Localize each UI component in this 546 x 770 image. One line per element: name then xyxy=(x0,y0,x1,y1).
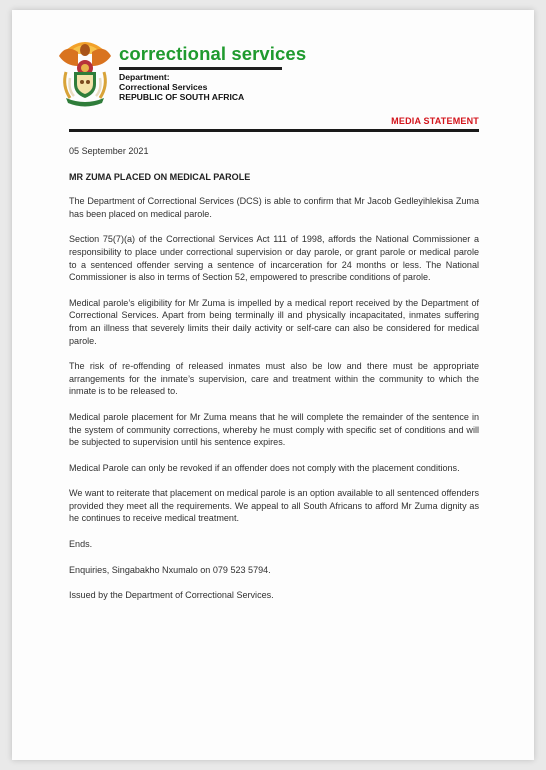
department-name-block xyxy=(119,72,244,102)
statement-date: 05 September 2021 xyxy=(69,146,149,156)
ends-line: Ends. xyxy=(69,539,93,550)
department-name: Correctional Services xyxy=(119,82,208,92)
issued-by-line: Issued by the Department of Correctional Services. xyxy=(69,590,274,601)
enquiries-line: Enquiries, Singabakho Nxumalo on 079 523 5794. xyxy=(69,564,271,575)
country-name: REPUBLIC OF SOUTH AFRICA xyxy=(119,92,245,102)
paragraph: The Department of Correctional Services (DCS) is able to confirm that Mr Jacob Gedleyihlekisa Zuma has been placed on medical parole. xyxy=(69,196,479,219)
brand-divider xyxy=(119,67,282,70)
document-page xyxy=(12,10,534,760)
media-statement-label: MEDIA STATEMENT xyxy=(391,116,479,126)
header-divider xyxy=(69,129,479,132)
south-africa-coat-of-arms-icon xyxy=(56,32,114,108)
paragraph: The risk of re-offending of released inmates must also be low and there must be appropriate arrangements for the inmate’s supervision, care and treatment within the community to which the inmate is to be released to. xyxy=(69,361,479,397)
paragraph: Medical parole placement for Mr Zuma means that he will complete the remainder of the sentence in the system of community corrections, whereby he must comply with specific set of conditions and will be subjected to supervision until his sentence expires. xyxy=(69,411,479,448)
statement-title: MR ZUMA PLACED ON MEDICAL PAROLE xyxy=(69,171,251,182)
paragraph: Medical parole’s eligibility for Mr Zuma is impelled by a medical report received by the Department of Correctional Services. Apart from being terminally ill and physically incapacitated, inmates suffering from an illness that severely limits their daily activity or self-care can also be considered for medical parole. xyxy=(69,297,479,346)
paragraph: We want to reiterate that placement on medical parole is an option available to all sentenced offenders provided they meet all the requirements. We appeal to all South Africans to afford Mr Zuma dignity as he continues to receive medical treatment. xyxy=(69,488,479,524)
statement-body xyxy=(69,145,479,615)
paragraph: Section 75(7)(a) of the Correctional Services Act 111 of 1998, affords the National Commissioner a responsibility to place under correctional supervision or day parole, or grant parole or medical parole to a sentenced offender serving a sentence of incarceration for 24 months or less. The National Commissioner is also in terms of Section 52, empowered to prescribe conditions of parole. xyxy=(69,234,479,283)
department-brand-name: correctional services xyxy=(119,43,307,64)
paragraph: Medical Parole can only be revoked if an offender does not comply with the placement conditions. xyxy=(69,462,460,473)
department-label: Department: xyxy=(119,72,170,82)
